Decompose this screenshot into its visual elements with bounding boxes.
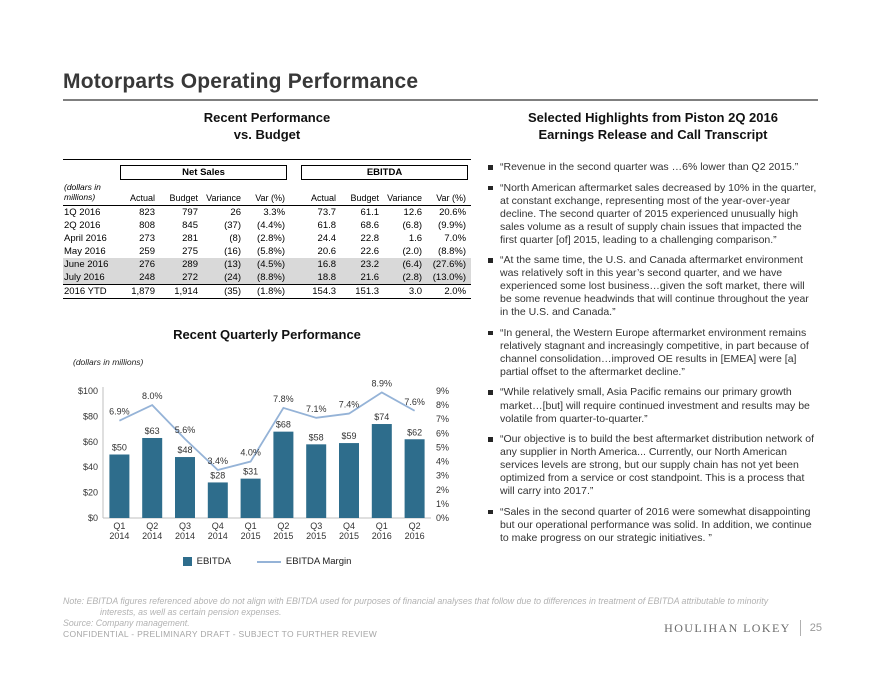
table-cell: 3.3% [263,206,286,218]
right-axis-tick: 6% [436,428,450,439]
col-header-variance: Variance [384,180,427,205]
table-cell: 154.3 [298,284,341,298]
table-cell: 272 [160,271,203,285]
table-cell: (27.6%) [427,258,471,271]
table-cell: (8.8%) [438,245,467,257]
margin-value-label: 8.0% [141,391,163,402]
table-cell: 259 [139,245,155,257]
x-axis-label: Q1 [113,521,126,532]
bar-value-label: $48 [177,445,193,456]
table-cell: 23.2 [341,258,384,271]
ebitda-bar-swatch-icon [183,557,192,566]
right-axis-tick: 9% [436,386,450,397]
col-header-variance: Variance [203,180,246,205]
legend-item-ebitda-margin [257,556,351,567]
footer-source: Source: Company management. [63,618,190,628]
table-cell: 21.6 [341,271,384,285]
table-cell: 289 [160,258,203,271]
table-cell: 22.8 [360,232,380,244]
table-cell: (6.8) [402,219,423,231]
table-cell: (2.8%) [257,232,286,244]
footer-brand [664,620,822,636]
bar-value-label: $31 [243,467,259,478]
table-cell: (4.5%) [246,258,290,271]
table-cell: (1.8%) [246,284,290,298]
table-cell: 845 [182,219,198,231]
col-header-actual: Actual [298,180,341,205]
chart-title: Recent Quarterly Performance [173,326,361,342]
table-cell: 20.6% [439,206,467,218]
ebitda-bar [208,483,228,519]
table-cell: (8.8%) [246,271,290,285]
bar-value-label: $28 [210,470,226,481]
margin-value-label: 7.1% [305,404,327,415]
group-header-ebitda: EBITDA [301,165,468,180]
table-section-title [63,110,471,143]
left-axis-tick: $100 [77,386,98,397]
footer-note-line1: Note: EBITDA figures referenced above do not align with EBITDA used for purposes of financial analyses that follow due to differences in treatment of EBITDA attributable to minority [63,596,769,606]
table-cell: 273 [139,232,155,244]
group-gap [290,284,298,298]
highlight-bullet: “North American aftermarket sales decreased by 10% in the quarter, at constant exchange, representing most of the year-over-year decline. The second quarter of 2015 experienced unusually high sales volume as a result of supply chain issues that impacted the first quarter [of] 2015, leading to a challenging comparison.” [487,182,819,247]
ebitda-bar [142,438,162,518]
table-cell: (2.8) [384,271,427,285]
x-axis-label: 2015 [240,531,261,542]
table-cell: 22.6 [360,245,380,257]
table-cell: (13.0%) [427,271,471,285]
group-gap [290,180,298,205]
table-cell: 1,914 [160,284,203,298]
highlights-section-title [487,110,819,143]
ebitda-bar [109,455,129,519]
group-gap [290,219,298,232]
highlight-bullet: “Our objective is to build the best aftermarket distribution network of any supplier in North America... Currently, our North American services levels are strong, but our supply chain has not yet been optimized from a service or cost standpoint. This is a process that will carry into 2017.” [487,433,819,498]
legend-label-ebitda: EBITDA [196,556,231,568]
row-label: 2016 YTD [63,284,117,298]
x-axis-label: Q3 [178,521,192,532]
bar-value-label: $59 [341,431,357,442]
right-axis-tick: 4% [436,456,450,467]
group-gap [290,258,298,271]
col-header-var-pct: Var (%) [427,180,471,205]
table-cell: 2.0% [427,284,471,298]
highlight-bullet: “At the same time, the U.S. and Canada aftermarket environment was relatively soft in this year’s second quarter, and we have experienced some lost business…given the soft market, there will be some revenue headwinds that will continue throughout the year in the U.S. and Canada.” [487,254,819,319]
table-cell: 1,879 [117,284,160,298]
right-axis-tick: 1% [436,499,450,510]
page-title: Motorparts Operating Performance [63,70,419,93]
col-header-budget: Budget [160,180,203,205]
table-cell: 248 [117,271,160,285]
table-group-header-row [63,160,471,181]
right-axis-tick: 0% [436,513,450,524]
table-cell: 823 [139,206,155,218]
bar-value-label: $68 [275,420,291,431]
x-axis-label: Q2 [146,521,159,532]
x-axis-label: 2014 [142,531,163,542]
left-axis-tick: $40 [82,462,98,473]
col-header-actual: Actual [117,180,160,205]
right-axis-tick: 5% [436,442,450,453]
ebitda-bar [405,440,425,519]
highlight-bullet: “While relatively small, Asia Pacific remains our primary growth market…[but] will require continued investment and results may be volatile from quarter-to-quarter.” [487,386,819,425]
table-row [63,284,471,298]
group-gap [290,205,298,219]
group-gap [290,232,298,245]
x-axis-label: Q4 [211,521,224,532]
table-cell: 61.1 [360,206,380,218]
table-cell: 808 [139,219,155,231]
table-cell: 281 [182,232,198,244]
ebitda-bar [175,457,195,518]
table-cell: 61.8 [317,219,337,231]
bar-value-label: $58 [308,432,324,443]
ebitda-bar [306,445,326,519]
table-cell: (16) [224,245,241,257]
x-axis-label: Q3 [310,521,323,532]
quarterly-performance-chart [63,367,471,547]
group-gap [290,160,298,181]
highlight-bullet: “Revenue in the second quarter was …6% lower than Q2 2015.” [487,161,819,174]
table-column-header-row [63,180,471,205]
left-axis-tick: $80 [82,411,98,422]
x-axis-label: 2016 [404,531,425,542]
table-cell: 20.6 [317,245,337,257]
table-cell: 26 [230,206,241,218]
right-axis-tick: 2% [436,485,450,496]
table-cell: (6.4) [384,258,427,271]
col-header-budget: Budget [341,180,384,205]
table-cell: (5.8%) [257,245,286,257]
table-title-line2: vs. Budget [233,126,301,142]
left-axis-tick: $60 [82,437,98,448]
margin-value-label: 7.4% [338,399,360,410]
margin-value-label: 8.9% [371,378,393,389]
highlights-title-line1: Selected Highlights from Piston 2Q 2016 [528,110,778,125]
table-cell: 24.4 [317,232,337,244]
brand-logo: HOULIHAN LOKEY [664,620,791,635]
page-number: 25 [809,622,822,634]
table-cell: (9.9%) [438,219,467,231]
table-row [63,205,471,219]
table-cell: (24) [203,271,246,285]
ebitda-bar [339,443,359,518]
x-axis-label: Q2 [277,521,290,532]
table-cell: 3.0 [384,284,427,298]
x-axis-label: 2014 [174,531,196,542]
highlight-bullet: “Sales in the second quarter of 2016 were somewhat disappointing but our operational performance was solid. In addition, we continue to make progress on our strategic initiatives. ” [487,506,819,545]
ebitda-margin-line-swatch-icon [257,561,281,563]
table-row [63,258,471,271]
x-axis-label: 2014 [207,531,228,542]
right-axis-tick: 3% [436,471,450,482]
x-axis-label: 2015 [273,531,294,542]
table-cell: 275 [182,245,198,257]
highlights-bullet-list [487,161,819,544]
left-axis-tick: $20 [82,488,98,499]
table-cell: 7.0% [444,232,467,244]
row-label: June 2016 [63,258,117,271]
table-cell: 68.6 [360,219,380,231]
highlight-bullet: “In general, the Western Europe aftermarket environment remains relatively stagnant and increasingly competitive, in part because of channel consolidation…improved OE results in [EMEA] were [a] partial offset to the aftermarket decline.” [487,327,819,379]
legend-item-ebitda [183,556,231,567]
right-axis-tick: 7% [436,414,450,425]
group-gap [290,245,298,258]
table-cell: (13) [203,258,246,271]
table-row [63,245,471,258]
table-cell: 18.8 [298,271,341,285]
margin-value-label: 4.0% [240,447,261,458]
row-label: July 2016 [63,271,117,285]
group-gap [290,271,298,285]
performance-vs-budget-table [63,159,471,299]
x-axis-label: 2015 [306,531,327,542]
x-axis-label: 2014 [109,531,130,542]
x-axis-label: Q4 [342,521,356,532]
legend-label-ebitda-margin: EBITDA Margin [285,556,352,568]
table-cell: 1.6 [408,232,423,244]
table-cell: (4.4%) [257,219,286,231]
row-label: 2Q 2016 [64,219,101,231]
margin-value-label: 7.6% [404,397,425,408]
col-header-var-pct: Var (%) [246,180,290,205]
brand-divider [800,620,801,636]
margin-value-label: 7.8% [273,394,294,405]
x-axis-label: Q2 [408,521,421,532]
chart-units-label: (dollars in millions) [73,357,144,368]
row-label: May 2016 [64,245,106,257]
x-axis-label: 2016 [371,531,392,542]
x-axis-label: Q1 [244,521,257,532]
right-axis-tick: 8% [436,400,450,411]
left-column [63,110,471,567]
left-axis-tick: $0 [87,513,98,524]
margin-value-label: 6.9% [109,407,130,418]
row-label: 1Q 2016 [64,206,101,218]
table-cell: 797 [182,206,198,218]
bar-value-label: $74 [374,412,390,423]
table-row [63,271,471,285]
ebitda-bar [273,432,293,518]
table-cell: 276 [117,258,160,271]
footer-note [63,596,823,617]
table-cell: 12.6 [403,206,423,218]
group-header-spacer [63,160,117,181]
table-row [63,219,471,232]
margin-value-label: 3.4% [207,456,229,467]
table-cell: 16.8 [298,258,341,271]
table-cell: (8) [229,232,241,244]
footer-note-line2: interests, as well as certain pension expenses. [100,606,282,617]
table-cell: (37) [224,219,241,231]
x-axis-label: 2015 [338,531,360,542]
x-axis-label: Q1 [375,521,388,532]
table-title-line1: Recent Performance [203,110,331,125]
table-cell: (35) [203,284,246,298]
bar-value-label: $50 [111,442,127,453]
table-cell: (2.0) [402,245,423,257]
ebitda-bar [241,479,261,518]
table-cell: 151.3 [341,284,384,298]
highlights-title-line2: Earnings Release and Call Transcript [538,126,768,142]
units-label: (dollars in millions) [63,180,117,205]
ebitda-margin-line [119,393,414,471]
table-cell: 73.7 [317,206,337,218]
table-row [63,232,471,245]
bar-value-label: $63 [144,426,160,437]
row-label: April 2016 [64,232,107,244]
title-divider [63,99,818,101]
confidential-label: CONFIDENTIAL - PRELIMINARY DRAFT - SUBJECT TO FURTHER REVIEW [63,629,378,639]
right-column [487,110,819,552]
chart-legend [63,556,471,567]
margin-value-label: 5.6% [174,425,196,436]
group-header-net-sales: Net Sales [120,165,287,180]
bar-value-label: $62 [407,427,423,438]
ebitda-bar [372,424,392,518]
